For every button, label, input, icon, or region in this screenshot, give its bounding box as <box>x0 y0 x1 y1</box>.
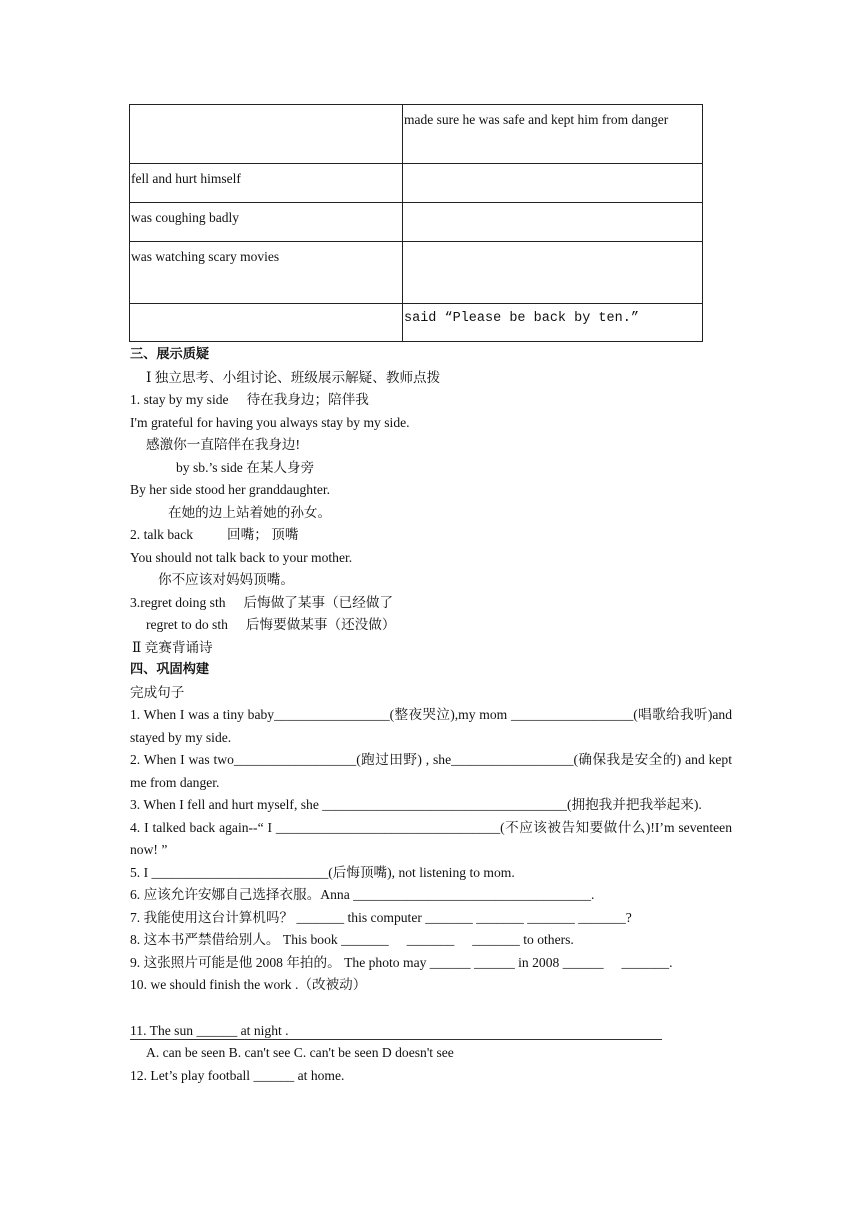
vocab-item <box>130 592 732 615</box>
example-sentence: By her side stood her granddaughter. <box>130 482 331 497</box>
question: 12. Let’s play football ______ at home. <box>130 1067 345 1083</box>
question: 6. 应该允许安娜自己选择衣服。Anna ___________________________________. <box>130 887 595 902</box>
section-heading: 四、巩固构建 <box>130 662 210 677</box>
example-translation: 在她的边上站着她的孙女。 <box>168 504 332 520</box>
vocab-cn: 后悔做了某事（已经做了 <box>243 594 394 610</box>
question-part: 8. 这本书严禁借给别人。 This book _______ <box>130 932 389 947</box>
section-3 <box>130 344 732 1087</box>
vocab-en: by sb.’s side <box>176 459 243 475</box>
example-translation: 感激你一直陪伴在我身边! <box>146 437 301 452</box>
vocab-cn: 在某人身旁 <box>246 459 315 475</box>
subheading: 完成句子 <box>130 684 185 700</box>
vocab-item <box>130 524 732 547</box>
example-sentence: You should not talk back to your mother. <box>130 549 353 565</box>
table-row <box>130 242 703 304</box>
exercise-table <box>129 104 703 342</box>
vocab-cn: 回嘴； 顶嘴 <box>227 527 299 542</box>
answer-line <box>130 1039 662 1040</box>
question-part: _______. <box>621 954 673 970</box>
table-cell: fell and hurt himself <box>130 164 403 203</box>
section-heading: 三、展示质疑 <box>130 347 210 362</box>
table-cell <box>403 242 703 304</box>
vocab-cn: 待在我身边；陪伴我 <box>246 392 369 407</box>
question-part: 9. 这张照片可能是他 2008 年拍的。 The photo may ______ ______ in 2008 ______ <box>130 954 604 970</box>
question <box>130 952 732 975</box>
example-translation: 你不应该对妈妈顶嘴。 <box>158 572 294 587</box>
vocab-en: 1. stay by my side <box>130 392 229 407</box>
table-row <box>130 164 703 203</box>
question: 2. When I was two__________________(跑过田野) , she__________________(确保我是安全的) and kept me from danger. <box>130 752 732 790</box>
table-row <box>130 304 703 342</box>
question: 11. The sun ______ at night . <box>130 1022 289 1038</box>
table-cell: said “Please be back by ten.” <box>403 304 703 342</box>
vocab-cn: 后悔要做某事（还没做） <box>245 617 396 632</box>
table-cell <box>403 203 703 242</box>
table-cell: was coughing badly <box>130 203 403 242</box>
vocab-item <box>130 389 732 412</box>
question: 7. 我能使用这台计算机吗？ _______ this computer _______ _______ _______ _______? <box>130 909 632 925</box>
vocab-item <box>130 457 732 480</box>
subheading: Ⅱ 竞赛背诵诗 <box>132 639 213 655</box>
question <box>130 929 732 952</box>
vocab-en: 2. talk back <box>130 527 194 542</box>
vocab-en: 3.regret doing sth <box>130 594 226 610</box>
table-row <box>130 105 703 164</box>
table-cell <box>403 164 703 203</box>
vocab-en: regret to do sth <box>146 617 228 632</box>
question-part: _______ to others. <box>472 932 574 947</box>
answer-options: A. can be seen B. can't see C. can't be seen D doesn't see <box>146 1045 454 1060</box>
example-sentence: I'm grateful for having you always stay by my side. <box>130 414 410 430</box>
table-cell <box>130 304 403 342</box>
question: 10. we should finish the work .（改被动） <box>130 977 367 992</box>
vocab-item <box>130 614 732 637</box>
question-part: _______ <box>406 932 455 947</box>
question: 1. When I was a tiny baby_________________(整夜哭泣),my mom __________________(唱歌给我听)and stayed by my side. <box>130 707 732 745</box>
table-row <box>130 203 703 242</box>
table-cell: made sure he was safe and kept him from danger <box>403 105 703 164</box>
table-cell: was watching scary movies <box>130 242 403 304</box>
subheading: Ⅰ 独立思考、小组讨论、班级展示解疑、教师点拨 <box>146 369 441 385</box>
question: 5. I __________________________(后悔顶嘴), not listening to mom. <box>130 864 515 880</box>
question: 3. When I fell and hurt myself, she ____________________________________(拥抱我并把我举起来). <box>130 797 702 812</box>
answer-line-space <box>130 997 732 1020</box>
table-cell <box>130 105 403 164</box>
question: 4. I talked back again--“ I _________________________________(不应该被告知要做什么)!I’m seventeen now! ” <box>130 819 732 857</box>
